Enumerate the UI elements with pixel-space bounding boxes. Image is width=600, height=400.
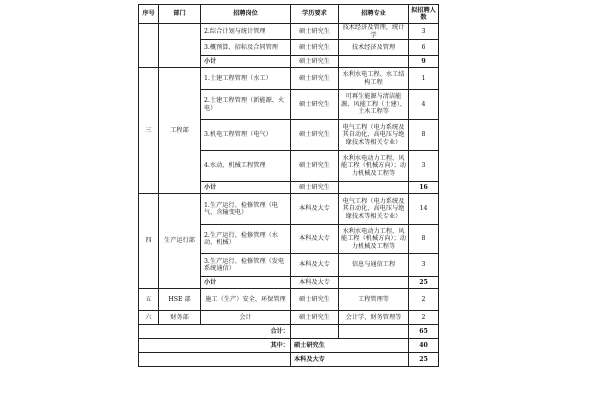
major-cell: 水利水电动力工程、风能工程（机械方向）；动力机械及工程等: [339, 151, 409, 182]
among-label: 其中：: [139, 339, 291, 353]
position-cell: 2.生产运行、检修管理（水动、机械）: [201, 225, 291, 254]
education-cell: 本科及大专: [291, 194, 339, 225]
bachelor-spacer: [139, 353, 291, 367]
position-cell: 会计: [201, 311, 291, 325]
major-cell: 电气工程（电力系统及其自动化、高电压与绝缘技术等相关专业）: [339, 120, 409, 151]
education-cell: 本科及大专: [291, 225, 339, 254]
bachelor-label: 本科及大专: [291, 353, 409, 367]
total-major: [339, 325, 409, 339]
header-education: 学历要求: [291, 5, 339, 24]
subtotal-education: 硕士研究生: [291, 56, 339, 68]
bachelor-count: 25: [409, 353, 439, 367]
subtotal-label: 小计: [201, 56, 291, 68]
education-cell: 硕士研究生: [291, 68, 339, 90]
dept-cell: 工程部: [159, 68, 201, 194]
count-cell: 3: [409, 24, 439, 40]
education-cell: 硕士研究生: [291, 151, 339, 182]
count-cell: 8: [409, 120, 439, 151]
major-cell: 水利水电动力工程、风能工程（机械方向）；动力机械及工程等: [339, 225, 409, 254]
position-cell: 2.综合计划与统计管理: [201, 24, 291, 40]
total-count: 65: [409, 325, 439, 339]
subtotal-education: 硕士研究生: [291, 182, 339, 194]
major-cell: 工程管理等: [339, 289, 409, 311]
subtotal-count: 25: [409, 277, 439, 289]
major-cell: 可再生能源与清洁能源、风能工程（土建）、土木工程等: [339, 90, 409, 120]
major-cell: 技术经济及管理: [339, 40, 409, 56]
position-cell: 3.生产运行、检修管理（发电系统通信）: [201, 254, 291, 277]
total-row: [139, 325, 439, 339]
bachelor-total-row: [139, 353, 439, 367]
count-cell: 1: [409, 68, 439, 90]
count-cell: 8: [409, 225, 439, 254]
subtotal-education: 本科及大专: [291, 277, 339, 289]
education-cell: 硕士研究生: [291, 24, 339, 40]
header-dept: 部门: [159, 5, 201, 24]
education-cell: 硕士研究生: [291, 311, 339, 325]
education-cell: 硕士研究生: [291, 120, 339, 151]
education-cell: 硕士研究生: [291, 289, 339, 311]
table-row: [139, 24, 439, 40]
dept-cell: [159, 24, 201, 68]
major-cell: 水利水电工程、水工结构工程: [339, 68, 409, 90]
master-total-row: [139, 339, 439, 353]
subtotal-label: 小计: [201, 277, 291, 289]
subtotal-count: 9: [409, 56, 439, 68]
count-cell: 4: [409, 90, 439, 120]
position-cell: 3.机电工程管理（电气）: [201, 120, 291, 151]
count-cell: 3: [409, 151, 439, 182]
table-row: [139, 194, 439, 225]
header-position: 招聘岗位: [201, 5, 291, 24]
dept-cell: HSE 部: [159, 289, 201, 311]
position-cell: 3.概预算、招标及合同管理: [201, 40, 291, 56]
header-seq: 序号: [139, 5, 159, 24]
seq-cell: 五: [139, 289, 159, 311]
header-count: 拟招聘人数: [409, 5, 439, 24]
table-row: [139, 311, 439, 325]
education-cell: 本科及大专: [291, 254, 339, 277]
education-cell: 硕士研究生: [291, 40, 339, 56]
position-cell: 1.土建工程管理（水工）: [201, 68, 291, 90]
position-cell: 施工（生产）安全、环保管理: [201, 289, 291, 311]
seq-cell: [139, 24, 159, 68]
major-cell: 会计学、财务管理等: [339, 311, 409, 325]
master-count: 40: [409, 339, 439, 353]
major-cell: 信息与通信工程: [339, 254, 409, 277]
seq-cell: 六: [139, 311, 159, 325]
subtotal-major: [339, 182, 409, 194]
count-cell: 14: [409, 194, 439, 225]
position-cell: 4.水动、机械工程管理: [201, 151, 291, 182]
subtotal-label: 小计: [201, 182, 291, 194]
header-major: 招聘专业: [339, 5, 409, 24]
total-education: [291, 325, 339, 339]
subtotal-major: [339, 56, 409, 68]
recruitment-table: [138, 4, 439, 367]
master-label: 硕士研究生: [291, 339, 409, 353]
count-cell: 2: [409, 311, 439, 325]
position-cell: 1.生产运行、检修管理（电气、含输变电）: [201, 194, 291, 225]
seq-cell: 四: [139, 194, 159, 289]
major-cell: 电气工程（电力系统及其自动化、高电压与绝缘技术等相关专业）: [339, 194, 409, 225]
major-cell: 技术经济及管理，统计学: [339, 24, 409, 40]
count-cell: 3: [409, 254, 439, 277]
count-cell: 2: [409, 289, 439, 311]
subtotal-major: [339, 277, 409, 289]
subtotal-count: 16: [409, 182, 439, 194]
dept-cell: 生产运行部: [159, 194, 201, 289]
total-label: 合计：: [139, 325, 291, 339]
table-row: [139, 68, 439, 90]
education-cell: 硕士研究生: [291, 90, 339, 120]
table-row: [139, 289, 439, 311]
count-cell: 6: [409, 40, 439, 56]
header-row: [139, 5, 439, 24]
dept-cell: 财务部: [159, 311, 201, 325]
seq-cell: 三: [139, 68, 159, 194]
position-cell: 2.土建工程管理（新能源、火电）: [201, 90, 291, 120]
